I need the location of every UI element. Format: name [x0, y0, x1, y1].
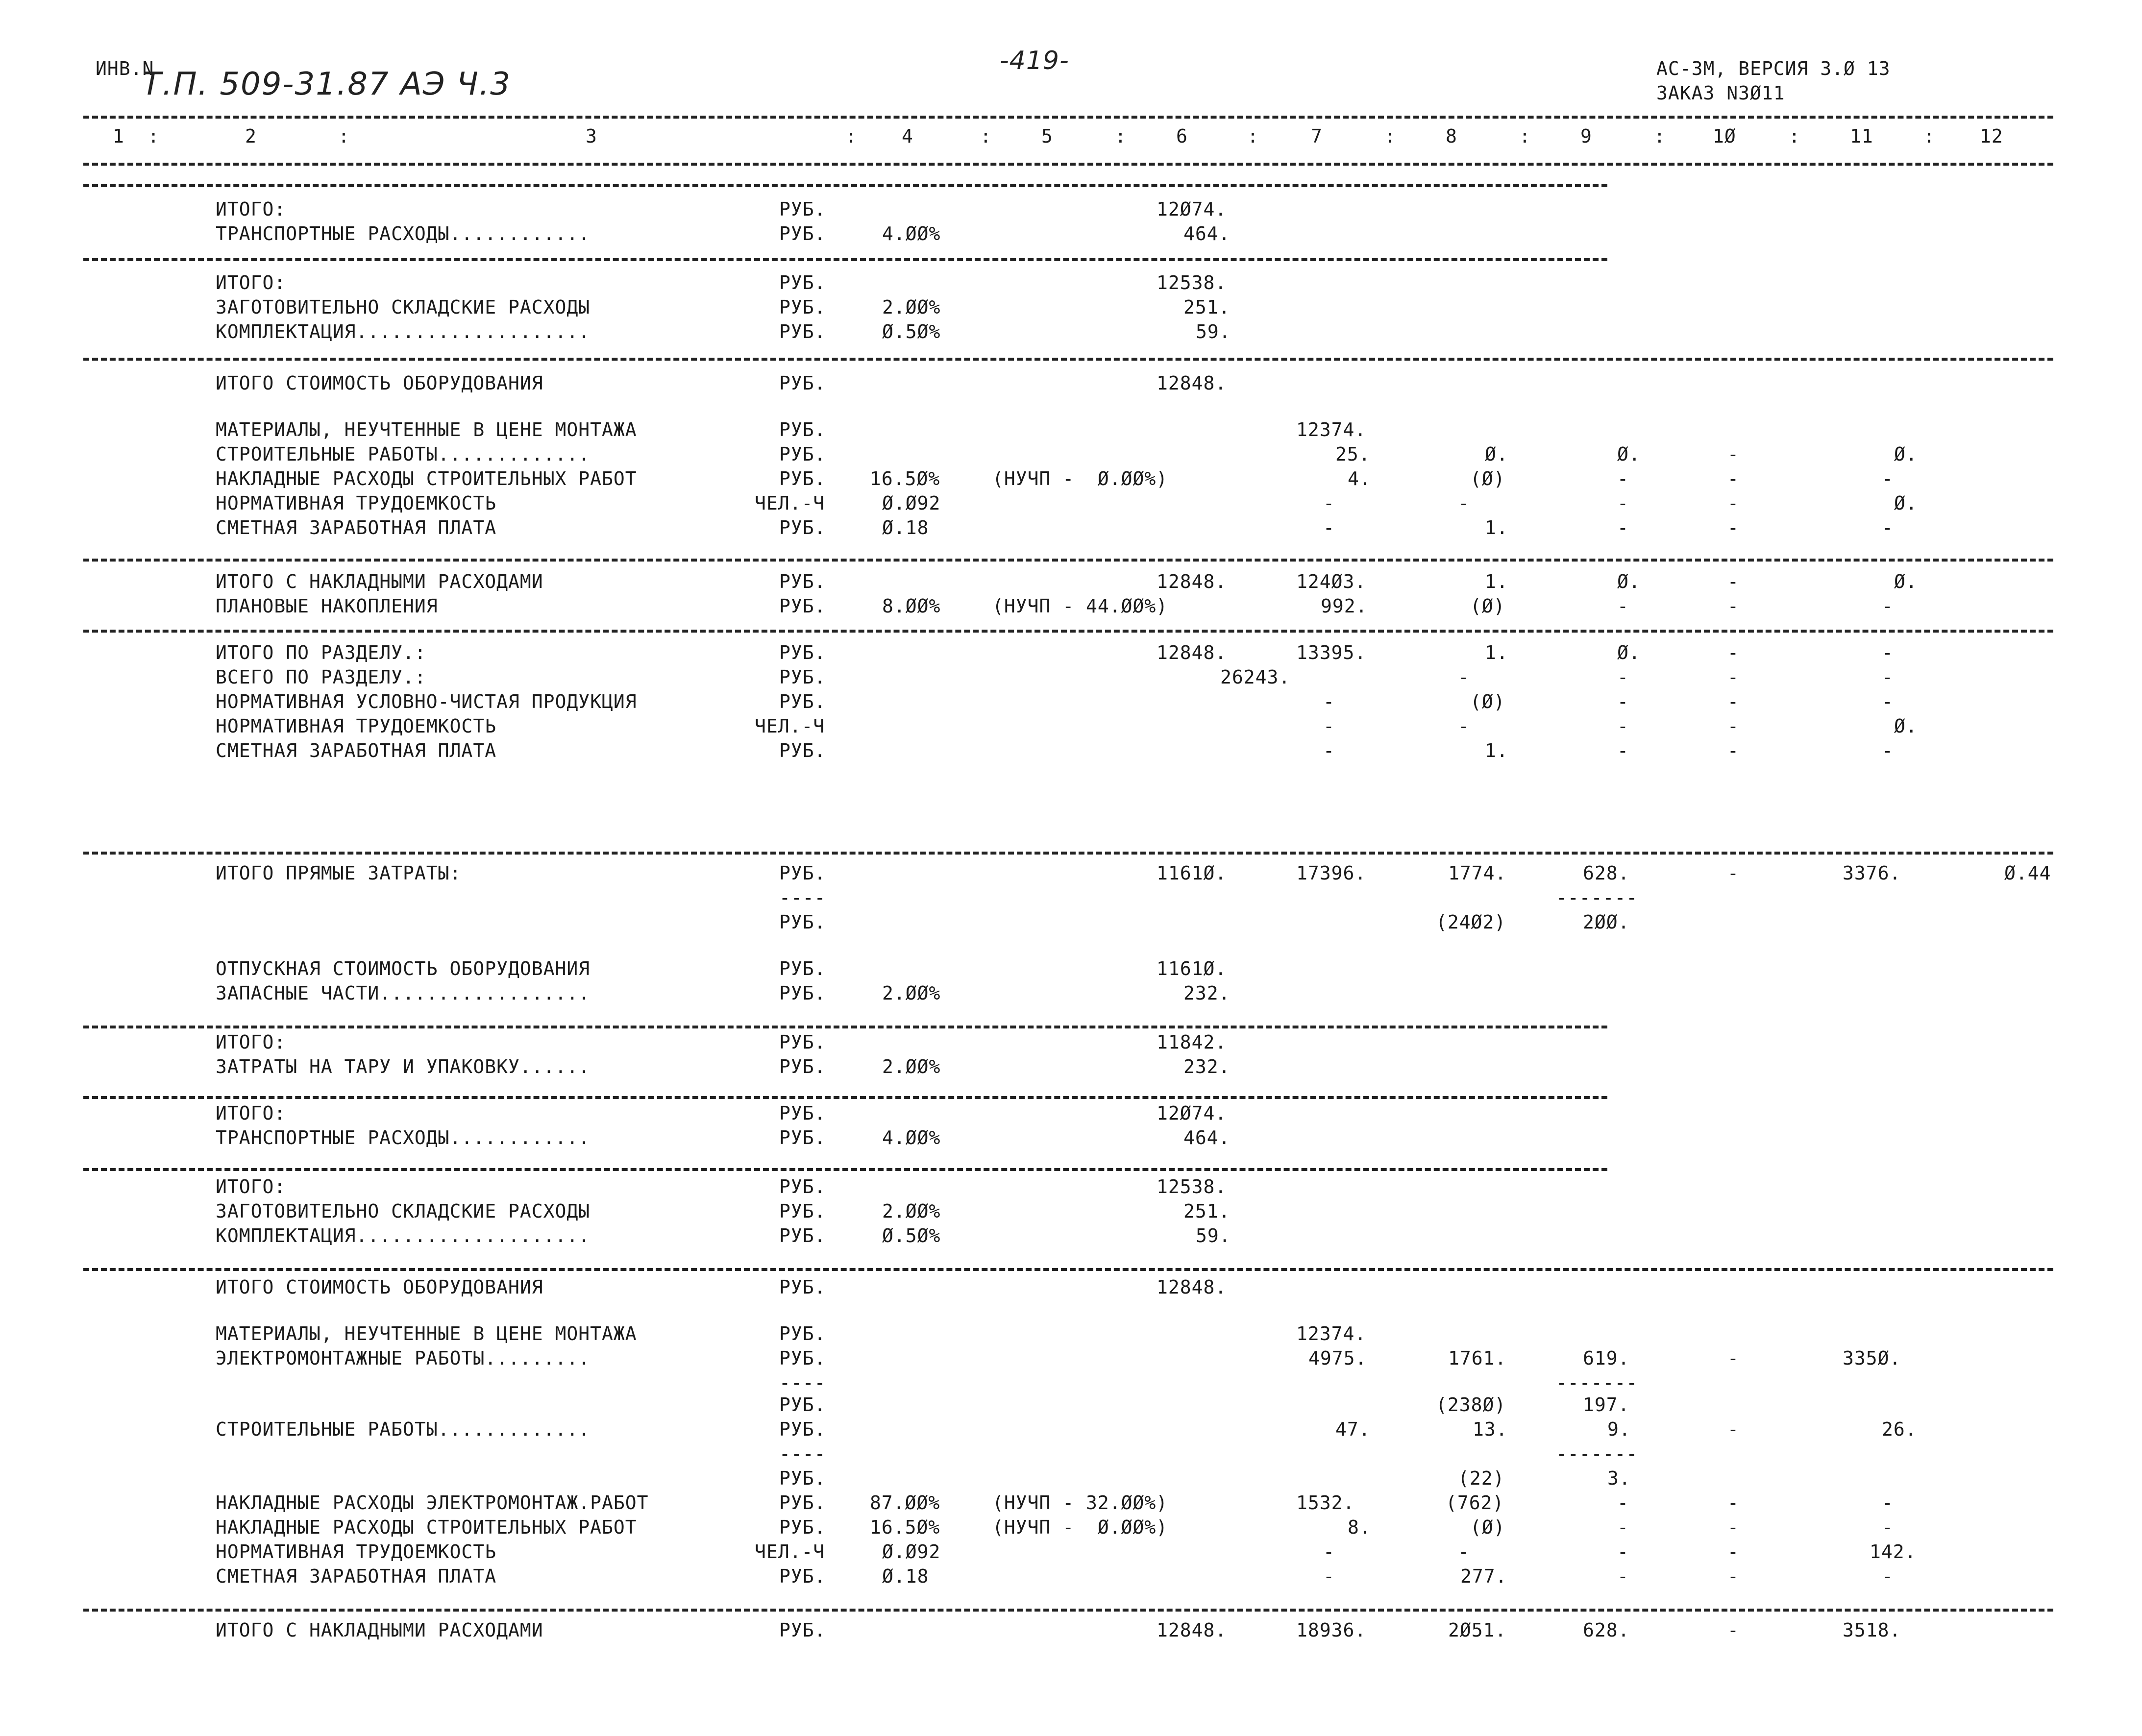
row-label: ОТПУСКНАЯ СТОИМОСТЬ ОБОРУДОВАНИЯ	[216, 958, 591, 979]
table-cell: Ø.	[1617, 443, 1641, 465]
column-header: :	[1384, 125, 1396, 147]
table-cell: -	[1882, 468, 1894, 489]
table-cell: 9.	[1607, 1418, 1631, 1440]
table-cell: 12848.	[1157, 1619, 1227, 1641]
table-cell: РУБ.	[779, 1056, 826, 1077]
table-cell: 16.5Ø%	[870, 1516, 940, 1538]
table-cell: 12538.	[1157, 272, 1227, 293]
table-cell: Ø.44	[2004, 862, 2051, 884]
system-version: АС-3М, ВЕРСИЯ 3.Ø 13	[1656, 58, 1891, 79]
table-cell: 1161Ø.	[1157, 958, 1227, 979]
table-cell: -	[1882, 691, 1894, 712]
table-cell: -	[1617, 1541, 1629, 1563]
table-cell: -	[1323, 691, 1335, 712]
table-cell: Ø.Ø92	[882, 492, 941, 514]
table-cell: -	[1323, 492, 1335, 514]
table-cell: РУБ.	[779, 1516, 826, 1538]
table-cell: -	[1727, 642, 1739, 663]
table-cell: 12538.	[1157, 1176, 1227, 1198]
table-cell: 12848.	[1157, 1276, 1227, 1298]
table-cell: Ø.	[1894, 571, 1918, 592]
table-cell: РУБ.	[779, 272, 826, 293]
row-label: НОРМАТИВНАЯ ТРУДОЕМКОСТЬ	[216, 1541, 497, 1563]
table-cell: -	[1323, 740, 1335, 761]
table-cell: 13395.	[1296, 642, 1367, 663]
table-cell: 47.	[1335, 1418, 1371, 1440]
table-cell: РУБ.	[779, 982, 826, 1004]
table-cell: -	[1882, 1565, 1894, 1587]
table-cell: 2.ØØ%	[882, 1200, 941, 1222]
row-label: ИТОГО С НАКЛАДНЫМИ РАСХОДАМИ	[216, 1619, 543, 1641]
table-cell: -	[1323, 715, 1335, 737]
inventory-label: ИНВ.N	[96, 58, 154, 79]
table-cell: 124Ø3.	[1296, 571, 1367, 592]
column-header: :	[1923, 125, 1935, 147]
table-cell: 251.	[1183, 296, 1231, 318]
table-cell: -	[1727, 595, 1739, 617]
row-label: ЗАГОТОВИТЕЛЬНО СКЛАДСКИЕ РАСХОДЫ	[216, 1200, 591, 1222]
table-cell: 16.5Ø%	[870, 468, 940, 489]
row-label: ИТОГО:	[216, 1031, 286, 1053]
table-cell: 25.	[1335, 443, 1371, 465]
row-label: ----	[779, 1443, 826, 1465]
table-cell: РУБ.	[779, 468, 826, 489]
column-header: :	[980, 125, 992, 147]
table-cell: -	[1617, 691, 1629, 712]
table-cell: -	[1458, 492, 1470, 514]
table-cell: 2.ØØ%	[882, 296, 941, 318]
table-cell: 12Ø74.	[1157, 1102, 1227, 1124]
column-header: :	[1247, 125, 1259, 147]
table-cell: РУБ.	[779, 1619, 826, 1641]
table-cell: -	[1727, 517, 1739, 538]
table-cell: РУБ.	[779, 1225, 826, 1247]
row-label: СТРОИТЕЛЬНЫЕ РАБОТЫ.............	[216, 1418, 591, 1440]
table-cell: -	[1458, 1541, 1470, 1563]
row-label: ЗАТРАТЫ НА ТАРУ И УПАКОВКУ......	[216, 1056, 591, 1077]
table-cell: РУБ.	[779, 321, 826, 342]
table-cell: -	[1458, 715, 1470, 737]
table-cell: 59.	[1196, 321, 1231, 342]
table-cell: 142.	[1870, 1541, 1917, 1563]
table-cell: -	[1727, 1418, 1739, 1440]
table-cell: 335Ø.	[1843, 1347, 1901, 1369]
table-cell: 4975.	[1308, 1347, 1367, 1369]
table-cell: -	[1727, 1516, 1739, 1538]
table-cell: 2ØØ.	[1583, 911, 1630, 933]
table-cell: 1161Ø.	[1157, 862, 1227, 884]
table-cell: 4.	[1348, 468, 1371, 489]
column-header: :	[845, 125, 857, 147]
column-header: :	[338, 125, 350, 147]
table-cell: -	[1727, 862, 1739, 884]
table-cell: 26243.	[1220, 666, 1291, 688]
table-cell: 12848.	[1157, 372, 1227, 394]
row-label: СМЕТНАЯ ЗАРАБОТНАЯ ПЛАТА	[216, 517, 497, 538]
table-cell: -	[1617, 740, 1629, 761]
column-header: 7	[1311, 125, 1323, 147]
row-label: ТРАНСПОРТНЫЕ РАСХОДЫ............	[216, 1127, 591, 1149]
table-cell: 1.	[1485, 571, 1508, 592]
table-cell: -	[1727, 468, 1739, 489]
row-label: КОМПЛЕКТАЦИЯ....................	[216, 321, 591, 342]
table-cell: 11842.	[1157, 1031, 1227, 1053]
row-label: РУБ.	[779, 1467, 826, 1489]
table-cell: 3.	[1607, 1467, 1631, 1489]
table-cell: 2.ØØ%	[882, 1056, 941, 1077]
table-cell: -	[1727, 443, 1739, 465]
table-cell: РУБ.	[779, 571, 826, 592]
table-cell: РУБ.	[779, 642, 826, 663]
table-cell: -	[1882, 740, 1894, 761]
table-cell: Ø.	[1894, 443, 1918, 465]
table-cell: -	[1727, 1619, 1739, 1641]
table-cell: -	[1617, 492, 1629, 514]
table-cell: 18936.	[1296, 1619, 1367, 1641]
order-number: ЗАКАЗ N3Ø11	[1656, 82, 1785, 104]
table-cell: РУБ.	[779, 223, 826, 245]
table-cell: РУБ.	[779, 198, 826, 220]
table-cell: -	[1727, 740, 1739, 761]
table-cell: -	[1617, 1492, 1629, 1514]
column-header: 6	[1176, 125, 1188, 147]
table-cell: -	[1617, 1565, 1629, 1587]
table-cell: 464.	[1183, 223, 1231, 245]
row-label: ИТОГО ПО РАЗДЕЛУ.:	[216, 642, 426, 663]
table-cell: (Ø)	[1470, 468, 1505, 489]
column-header: 3	[586, 125, 597, 147]
table-cell: Ø.5Ø%	[882, 1225, 941, 1247]
row-label: РУБ.	[779, 911, 826, 933]
table-cell: -	[1617, 1516, 1629, 1538]
row-label: НОРМАТИВНАЯ ТРУДОЕМКОСТЬ	[216, 492, 497, 514]
table-cell: (22)	[1458, 1467, 1505, 1489]
table-cell: -------	[1556, 1443, 1638, 1465]
column-header: 1 :	[113, 125, 160, 147]
table-cell: -	[1323, 1541, 1335, 1563]
row-label: НАКЛАДНЫЕ РАСХОДЫ ЭЛЕКТРОМОНТАЖ.РАБОТ	[216, 1492, 649, 1514]
table-cell: Ø.	[1617, 642, 1641, 663]
column-header: :	[1654, 125, 1666, 147]
table-cell: ЧЕЛ.-Ч	[755, 492, 825, 514]
table-cell: -	[1727, 1347, 1739, 1369]
table-cell: 251.	[1183, 1200, 1231, 1222]
table-cell: -	[1727, 492, 1739, 514]
table-cell: Ø.5Ø%	[882, 321, 941, 342]
table-cell: РУБ.	[779, 1492, 826, 1514]
table-cell: 8.	[1348, 1516, 1371, 1538]
table-cell: (НУЧП - Ø.ØØ%)	[992, 1516, 1168, 1538]
table-cell: 197.	[1583, 1394, 1630, 1416]
table-cell: РУБ.	[779, 1031, 826, 1053]
table-cell: 1.	[1485, 740, 1508, 761]
table-cell: РУБ.	[779, 1276, 826, 1298]
table-cell: 1774.	[1448, 862, 1507, 884]
table-cell: 8.ØØ%	[882, 595, 941, 617]
table-cell: РУБ.	[779, 517, 826, 538]
column-header: 9	[1580, 125, 1592, 147]
table-cell: -	[1727, 1541, 1739, 1563]
table-cell: (НУЧП - 32.ØØ%)	[992, 1492, 1168, 1514]
table-cell: -	[1617, 715, 1629, 737]
row-label: ЗАГОТОВИТЕЛЬНО СКЛАДСКИЕ РАСХОДЫ	[216, 296, 591, 318]
table-cell: РУБ.	[779, 595, 826, 617]
row-label: ИТОГО:	[216, 198, 286, 220]
table-cell: -------	[1556, 887, 1638, 908]
table-cell: -	[1727, 1565, 1739, 1587]
table-cell: 4.ØØ%	[882, 223, 941, 245]
table-cell: (Ø)	[1470, 1516, 1505, 1538]
column-header: :	[1789, 125, 1800, 147]
table-cell: 59.	[1196, 1225, 1231, 1247]
page-number: -419-	[1000, 46, 1069, 75]
table-cell: РУБ.	[779, 1565, 826, 1587]
column-header: 5	[1041, 125, 1053, 147]
table-cell: 12848.	[1157, 571, 1227, 592]
table-cell: РУБ.	[779, 1323, 826, 1345]
table-cell: 628.	[1583, 1619, 1630, 1641]
table-cell: РУБ.	[779, 419, 826, 440]
table-cell: РУБ.	[779, 740, 826, 761]
column-header: :	[1115, 125, 1127, 147]
table-cell: 464.	[1183, 1127, 1231, 1149]
row-label: КОМПЛЕКТАЦИЯ....................	[216, 1225, 591, 1247]
table-cell: -	[1727, 571, 1739, 592]
table-cell: 232.	[1183, 982, 1231, 1004]
row-label: НАКЛАДНЫЕ РАСХОДЫ СТРОИТЕЛЬНЫХ РАБОТ	[216, 1516, 637, 1538]
table-cell: 3518.	[1843, 1619, 1901, 1641]
table-cell: Ø.	[1894, 715, 1918, 737]
column-header: 8	[1446, 125, 1457, 147]
table-cell: -	[1458, 666, 1470, 688]
table-cell: (Ø)	[1470, 595, 1505, 617]
table-cell: РУБ.	[779, 1200, 826, 1222]
table-cell: Ø.Ø92	[882, 1541, 941, 1563]
table-cell: РУБ.	[779, 1176, 826, 1198]
table-cell: 2Ø51.	[1448, 1619, 1507, 1641]
table-cell: -	[1727, 666, 1739, 688]
table-cell: Ø.	[1894, 492, 1918, 514]
table-cell: -	[1882, 1516, 1894, 1538]
row-label: ИТОГО С НАКЛАДНЫМИ РАСХОДАМИ	[216, 571, 543, 592]
column-header: 11	[1850, 125, 1873, 147]
table-cell: 232.	[1183, 1056, 1231, 1077]
table-cell: -	[1617, 468, 1629, 489]
table-cell: 1.	[1485, 517, 1508, 538]
table-cell: -	[1882, 1492, 1894, 1514]
row-label: ИТОГО СТОИМОСТЬ ОБОРУДОВАНИЯ	[216, 372, 543, 394]
row-label: СМЕТНАЯ ЗАРАБОТНАЯ ПЛАТА	[216, 1565, 497, 1587]
table-cell: -	[1617, 517, 1629, 538]
row-label: ИТОГО СТОИМОСТЬ ОБОРУДОВАНИЯ	[216, 1276, 543, 1298]
row-label: НАКЛАДНЫЕ РАСХОДЫ СТРОИТЕЛЬНЫХ РАБОТ	[216, 468, 637, 489]
table-cell: (24Ø2)	[1436, 911, 1506, 933]
row-label: ИТОГО:	[216, 1102, 286, 1124]
table-cell: -	[1617, 595, 1629, 617]
column-header: 4	[902, 125, 913, 147]
table-cell: ЧЕЛ.-Ч	[755, 1541, 825, 1563]
column-header: 2	[245, 125, 257, 147]
table-cell: РУБ.	[779, 691, 826, 712]
row-label: СТРОИТЕЛЬНЫЕ РАБОТЫ.............	[216, 443, 591, 465]
row-label: МАТЕРИАЛЫ, НЕУЧТЕННЫЕ В ЦЕНЕ МОНТАЖА	[216, 419, 637, 440]
row-label: МАТЕРИАЛЫ, НЕУЧТЕННЫЕ В ЦЕНЕ МОНТАЖА	[216, 1323, 637, 1345]
table-cell: -------	[1556, 1372, 1638, 1394]
table-cell: Ø.	[1617, 571, 1641, 592]
table-cell: 1761.	[1448, 1347, 1507, 1369]
table-cell: Ø.18	[882, 1565, 929, 1587]
row-label: ЗАПАСНЫЕ ЧАСТИ..................	[216, 982, 591, 1004]
table-cell: -	[1882, 595, 1894, 617]
table-cell: Ø.18	[882, 517, 929, 538]
table-cell: 2.ØØ%	[882, 982, 941, 1004]
row-label: ЭЛЕКТРОМОНТАЖНЫЕ РАБОТЫ.........	[216, 1347, 591, 1369]
table-cell: (238Ø)	[1436, 1394, 1506, 1416]
table-cell: -	[1727, 715, 1739, 737]
table-cell: -	[1882, 642, 1894, 663]
column-header: 1Ø	[1713, 125, 1736, 147]
row-label: ВСЕГО ПО РАЗДЕЛУ.:	[216, 666, 426, 688]
row-label: НОРМАТИВНАЯ УСЛОВНО-ЧИСТАЯ ПРОДУКЦИЯ	[216, 691, 637, 712]
table-cell: -	[1323, 1565, 1335, 1587]
row-label: ИТОГО:	[216, 1176, 286, 1198]
row-label: ----	[779, 887, 826, 908]
table-cell: 87.ØØ%	[870, 1492, 940, 1514]
table-cell: 12374.	[1296, 419, 1367, 440]
row-label: СМЕТНАЯ ЗАРАБОТНАЯ ПЛАТА	[216, 740, 497, 761]
table-cell: РУБ.	[779, 1347, 826, 1369]
column-header: 12	[1980, 125, 2003, 147]
table-cell: (НУЧП - 44.ØØ%)	[992, 595, 1168, 617]
row-label: ИТОГО ПРЯМЫЕ ЗАТРАТЫ:	[216, 862, 462, 884]
table-cell: 12374.	[1296, 1323, 1367, 1345]
row-label: ТРАНСПОРТНЫЕ РАСХОДЫ............	[216, 223, 591, 245]
table-cell: 3376.	[1843, 862, 1901, 884]
table-cell: 12848.	[1157, 642, 1227, 663]
table-cell: РУБ.	[779, 1102, 826, 1124]
table-cell: 13.	[1473, 1418, 1508, 1440]
table-cell: РУБ.	[779, 372, 826, 394]
table-cell: РУБ.	[779, 1418, 826, 1440]
table-cell: ЧЕЛ.-Ч	[755, 715, 825, 737]
table-cell: 4.ØØ%	[882, 1127, 941, 1149]
row-label: ПЛАНОВЫЕ НАКОПЛЕНИЯ	[216, 595, 438, 617]
table-cell: (Ø)	[1470, 691, 1505, 712]
table-cell: РУБ.	[779, 296, 826, 318]
table-cell: -	[1323, 517, 1335, 538]
table-cell: РУБ.	[779, 1127, 826, 1149]
table-cell: 12Ø74.	[1157, 198, 1227, 220]
row-label: ----	[779, 1372, 826, 1394]
table-cell: 992.	[1321, 595, 1368, 617]
table-cell: (НУЧП - Ø.ØØ%)	[992, 468, 1168, 489]
table-cell: 277.	[1460, 1565, 1507, 1587]
table-cell: РУБ.	[779, 443, 826, 465]
table-cell: 17396.	[1296, 862, 1367, 884]
table-cell: 619.	[1583, 1347, 1630, 1369]
table-cell: -	[1882, 666, 1894, 688]
table-cell: Ø.	[1485, 443, 1508, 465]
table-cell: РУБ.	[779, 666, 826, 688]
table-cell: 628.	[1583, 862, 1630, 884]
row-label: ИТОГО:	[216, 272, 286, 293]
table-cell: 26.	[1882, 1418, 1917, 1440]
handwritten-reference: Т.П. 509-31.87 АЭ Ч.3	[142, 66, 511, 102]
table-cell: -	[1882, 517, 1894, 538]
row-label: РУБ.	[779, 1394, 826, 1416]
table-cell: (762)	[1446, 1492, 1504, 1514]
table-cell: 1.	[1485, 642, 1508, 663]
table-cell: РУБ.	[779, 862, 826, 884]
column-header: :	[1519, 125, 1531, 147]
table-cell: РУБ.	[779, 958, 826, 979]
table-cell: 1532.	[1296, 1492, 1355, 1514]
row-label: НОРМАТИВНАЯ ТРУДОЕМКОСТЬ	[216, 715, 497, 737]
table-cell: -	[1617, 666, 1629, 688]
table-cell: -	[1727, 691, 1739, 712]
table-cell: -	[1727, 1492, 1739, 1514]
